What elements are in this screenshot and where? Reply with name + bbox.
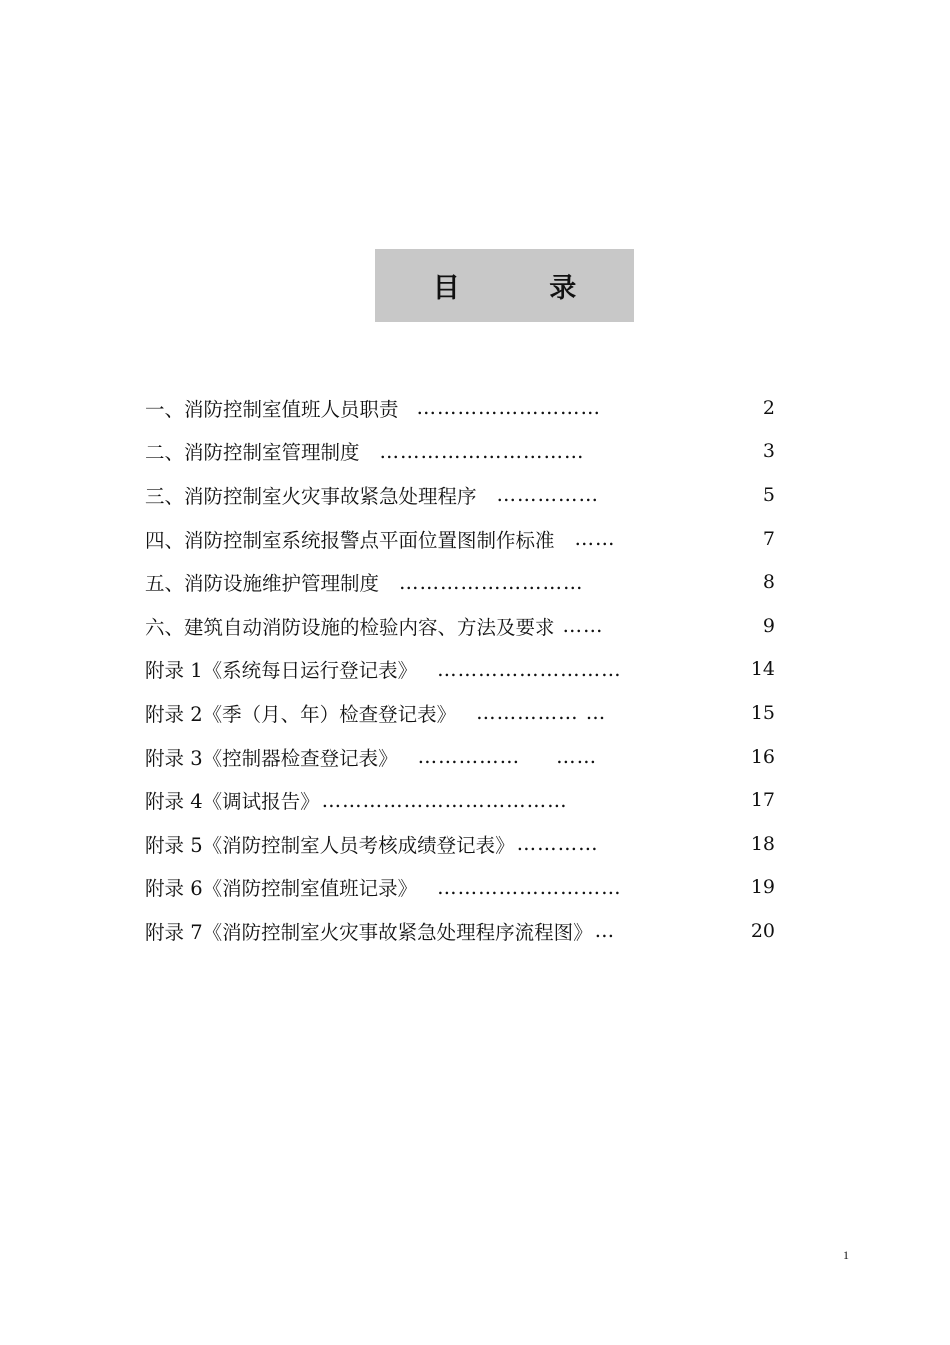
toc-entry[interactable] xyxy=(145,604,785,648)
toc-entry[interactable] xyxy=(145,430,785,474)
toc-entry-page: 2 xyxy=(762,396,775,419)
toc-title-box xyxy=(375,249,634,322)
toc-entry-label: 附录 1《系统每日运行登记表》 xyxy=(145,659,418,683)
toc-entry-label: 附录 7《消防控制室火灾事故紧急处理程序流程图》 xyxy=(145,920,593,944)
toc-entry[interactable] xyxy=(145,386,785,430)
toc-leader-dots: ……………………………… xyxy=(321,788,568,812)
toc-entry-page: 16 xyxy=(750,745,775,768)
toc-entry[interactable] xyxy=(145,778,785,822)
toc-leader-dots: ……………………… xyxy=(416,396,602,420)
toc-leader-dots: …………… xyxy=(496,483,600,507)
toc-leader-dots: …………… … xyxy=(476,701,607,725)
toc-leader-dots: ………………………… xyxy=(379,439,585,463)
toc-entry-page: 18 xyxy=(750,832,775,855)
toc-entry-page: 3 xyxy=(762,440,775,463)
toc-leader-dots: ………… xyxy=(516,832,599,856)
toc-entry-label: 附录 4《调试报告》 xyxy=(145,790,320,814)
toc-leader-dots: …… xyxy=(574,527,616,551)
toc-entry[interactable] xyxy=(145,735,785,779)
page-number: 1 xyxy=(843,1248,849,1262)
toc-entry[interactable] xyxy=(145,822,785,866)
toc-entry[interactable] xyxy=(145,648,785,692)
toc-entry-page: 14 xyxy=(750,658,775,681)
toc-entry-page: 20 xyxy=(750,919,775,942)
toc-entry-page: 9 xyxy=(762,614,775,637)
toc-entry-label: 附录 5《消防控制室人员考核成绩登记表》 xyxy=(145,833,515,857)
toc-leader-dots: …… xyxy=(562,614,604,638)
toc-entry-page: 17 xyxy=(750,789,775,812)
toc-entry-page: 5 xyxy=(762,483,775,506)
toc-leader-dots: ……………………… xyxy=(437,875,622,899)
toc-entry[interactable] xyxy=(145,909,785,953)
toc-entry[interactable] xyxy=(145,473,785,517)
toc-entry[interactable] xyxy=(145,691,785,735)
toc-entry-label: 附录 6《消防控制室值班记录》 xyxy=(145,877,418,901)
toc-entry-label: 附录 2《季（月、年）检查登记表》 xyxy=(145,702,457,726)
toc-entry-page: 7 xyxy=(762,527,775,550)
toc-entry-page: 19 xyxy=(750,876,775,899)
toc-entry-page: 8 xyxy=(762,571,775,594)
toc-title: 目 录 xyxy=(432,273,617,304)
toc-entry[interactable] xyxy=(145,517,785,561)
toc-leader-dots: ……………………… xyxy=(437,657,622,681)
toc-entry-label: 三、消防控制室火灾事故紧急处理程序 xyxy=(145,484,477,508)
toc-leader-dots: …………… …… xyxy=(417,745,598,769)
toc-entry[interactable] xyxy=(145,866,785,910)
toc-entry-label: 五、消防设施维护管理制度 xyxy=(145,572,380,596)
toc-entry-label: 四、消防控制室系统报警点平面位置图制作标准 xyxy=(145,528,555,552)
toc-entry-label: 六、建筑自动消防设施的检验内容、方法及要求 xyxy=(145,615,555,639)
toc-leader-dots: ……………………… xyxy=(399,570,584,594)
toc-entry-label: 一、消防控制室值班人员职责 xyxy=(145,397,399,421)
toc-leader-dots: … xyxy=(594,919,616,943)
toc-entry-label: 二、消防控制室管理制度 xyxy=(145,441,360,465)
toc-entry[interactable] xyxy=(145,560,785,604)
toc-entry-page: 15 xyxy=(750,701,775,724)
toc-entry-label: 附录 3《控制器检查登记表》 xyxy=(145,746,398,770)
table-of-contents xyxy=(145,386,785,953)
